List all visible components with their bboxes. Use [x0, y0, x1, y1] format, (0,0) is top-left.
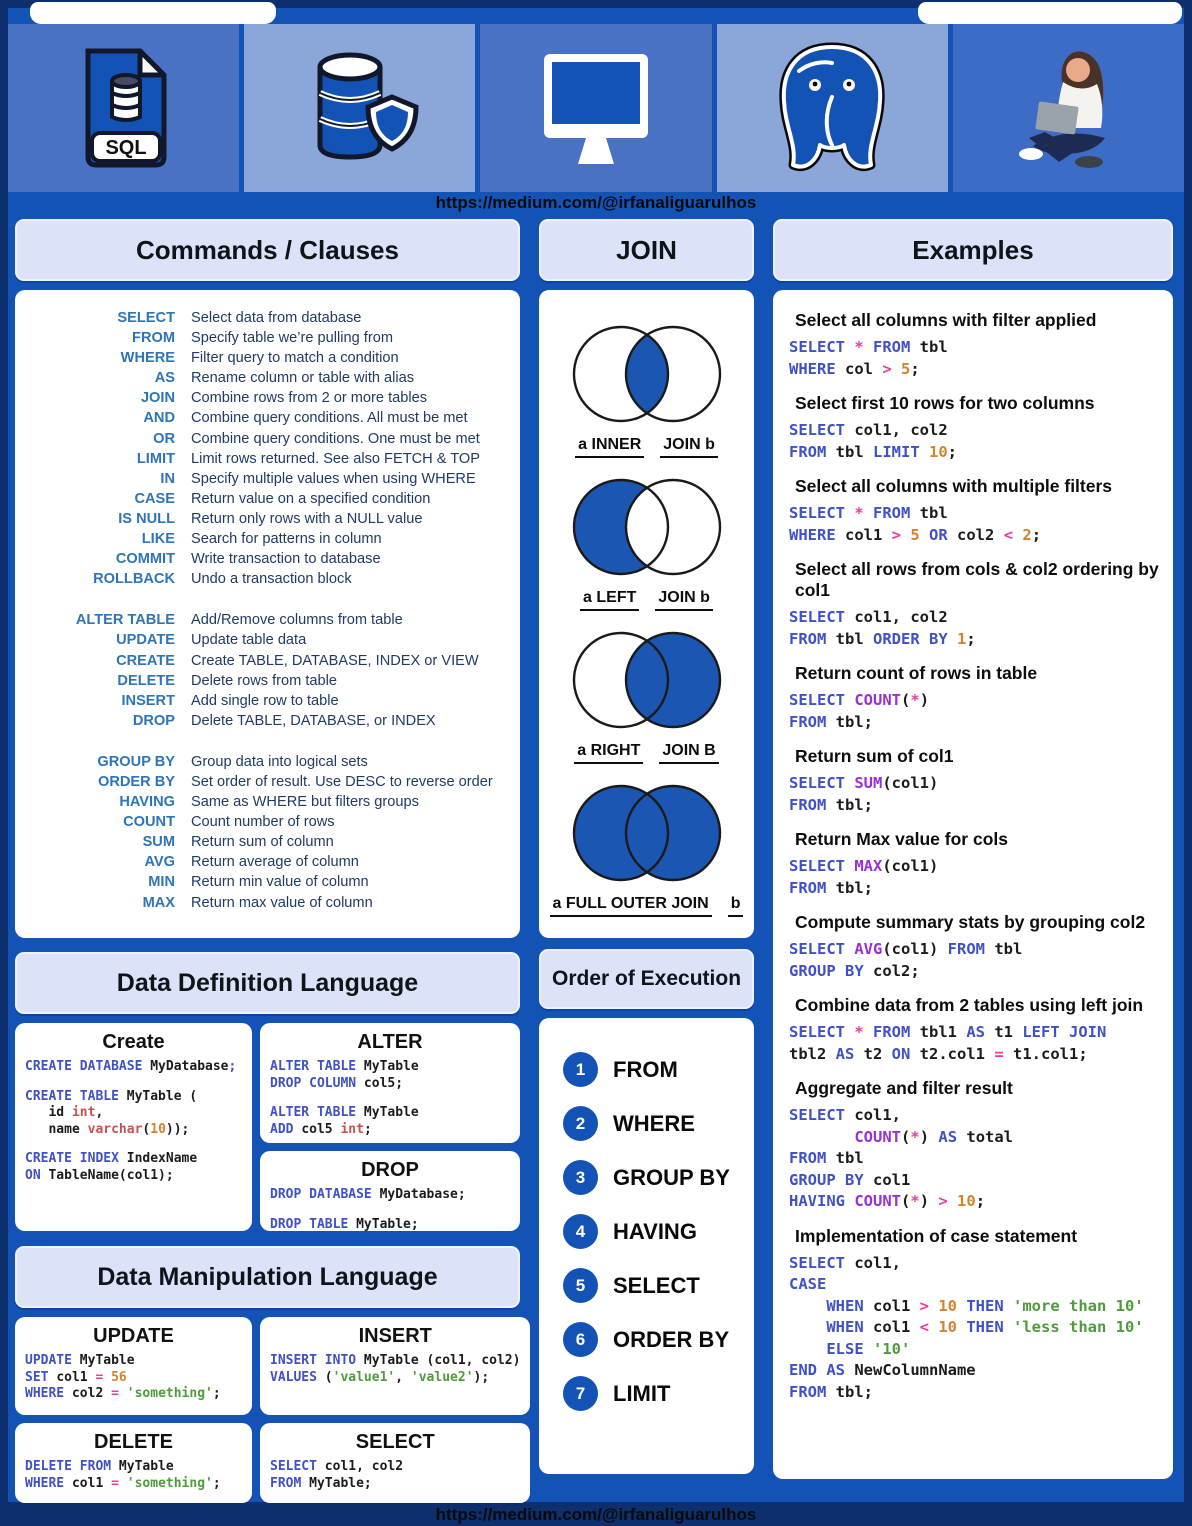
command-term: AS — [154, 370, 175, 387]
example-block — [789, 746, 1159, 816]
code-line: SELECT col1, — [789, 1106, 901, 1124]
example-code — [789, 420, 1159, 463]
command-description: Return min value of column — [191, 874, 369, 891]
command-description: Add single row to table — [191, 692, 339, 709]
command-term: UPDATE — [116, 632, 175, 649]
command-term: CREATE — [116, 652, 175, 669]
command-description: Combine query conditions. All must be met — [191, 410, 468, 427]
example-heading: Combine data from 2 tables using left join — [795, 995, 1144, 1015]
dml-header: Data Manipulation Language — [15, 1246, 520, 1308]
order-step-number: 2 — [563, 1106, 598, 1141]
order-step-label: WHERE — [613, 1110, 695, 1136]
dml-insert-card — [260, 1317, 530, 1415]
example-heading: Select all columns with filter applied — [795, 310, 1097, 330]
codebox-title: UPDATE — [93, 1325, 174, 1347]
command-term: LIKE — [141, 531, 175, 548]
example-heading: Select first 10 rows for two columns — [795, 393, 1095, 413]
code-line: VALUES ('value1', 'value2'); — [270, 1369, 490, 1385]
codebox-title: Create — [102, 1031, 165, 1053]
code-line: CREATE TABLE MyTable ( — [25, 1088, 198, 1104]
ddl-alter-card — [260, 1023, 520, 1143]
command-description: Limit rows returned. See also FETCH & TOP — [191, 450, 481, 467]
code-line: DELETE FROM MyTable — [25, 1459, 174, 1474]
example-block — [789, 1226, 1159, 1404]
example-block — [789, 829, 1159, 899]
venn-svg — [549, 622, 745, 740]
code-line: id int, — [25, 1105, 104, 1120]
command-term: AVG — [144, 854, 175, 871]
code-line: END AS NewColumnName — [789, 1361, 976, 1379]
command-description: Return max value of column — [191, 894, 373, 911]
command-description: Update table data — [191, 632, 307, 649]
ddl-create-card — [15, 1023, 252, 1231]
code-line: DROP TABLE MyTable; — [270, 1216, 419, 1232]
command-description: Set order of result. Use DESC to reverse order — [191, 773, 493, 790]
example-heading: Return Max value for cols — [795, 829, 1008, 849]
sql-file-icon — [74, 47, 174, 169]
order-step-number: 4 — [563, 1214, 598, 1249]
column-commands — [15, 219, 520, 1503]
ddl-drop-card — [260, 1151, 520, 1231]
ddl-grid — [15, 1023, 520, 1231]
code-line: SELECT col1, col2 — [789, 421, 948, 439]
venn-label-part: a FULL OUTER JOIN — [550, 895, 712, 917]
order-step-number: 7 — [563, 1376, 598, 1411]
example-block — [789, 995, 1159, 1065]
venn-diagram-inner — [539, 316, 754, 458]
example-heading: Return count of rows in table — [795, 663, 1038, 683]
code-line: SELECT * FROM tbl — [789, 504, 948, 522]
code-line: COUNT(*) AS total — [854, 1127, 1014, 1146]
venn-svg — [549, 316, 745, 434]
dml-select-card — [260, 1423, 530, 1503]
order-step — [563, 1052, 754, 1087]
order-step-number: 1 — [563, 1052, 598, 1087]
order-step-label: ORDER BY — [613, 1326, 730, 1352]
code-block — [25, 1151, 242, 1184]
order-step-label: FROM — [613, 1056, 678, 1082]
command-group — [27, 752, 508, 913]
command-term: JOIN — [140, 390, 175, 407]
code-line: FROM tbl; — [789, 795, 873, 814]
command-description: Return only rows with a NULL value — [191, 510, 423, 527]
dml-grid — [15, 1317, 520, 1503]
venn-label-part: b — [728, 895, 744, 917]
example-block — [789, 393, 1159, 463]
command-description: Select data from database — [191, 310, 362, 326]
venn-label-part: a RIGHT — [574, 742, 643, 764]
code-block — [25, 1353, 242, 1403]
order-card — [539, 1018, 754, 1474]
banner-tile-monitor — [480, 24, 711, 192]
command-group — [27, 610, 508, 731]
command-description: Create TABLE, DATABASE, INDEX or VIEW — [191, 652, 479, 669]
code-line: SELECT COUNT(*) — [789, 691, 930, 709]
code-line: SELECT * FROM tbl — [789, 338, 948, 356]
code-line: FROM tbl ORDER BY 1; — [789, 629, 976, 648]
command-term: COUNT — [123, 814, 175, 831]
code-line: WHERE col1 = 'something'; — [25, 1475, 221, 1491]
code-line: CASE — [789, 1275, 827, 1293]
svg-text:SQL: SQL — [105, 137, 147, 159]
command-term: ALTER TABLE — [75, 612, 175, 629]
code-line: ADD col5 int; — [270, 1121, 372, 1137]
venn-diagram-right — [539, 622, 754, 764]
code-line: ELSE '10' — [789, 1339, 911, 1358]
code-line: SELECT SUM(col1) — [789, 774, 939, 792]
command-term: ROLLBACK — [93, 571, 175, 588]
command-description: Rename column or table with alias — [191, 370, 415, 387]
command-term: MAX — [142, 894, 175, 911]
bottom-url: https://medium.com/@irfanaliguarulhos — [435, 1505, 757, 1524]
command-description: Write transaction to database — [191, 551, 381, 568]
venn-label-part: JOIN B — [659, 742, 718, 764]
code-line: FROM tbl; — [789, 712, 873, 731]
order-step-label: SELECT — [613, 1272, 700, 1298]
order-step — [563, 1214, 754, 1249]
code-line: CREATE DATABASE MyDatabase; — [25, 1059, 237, 1074]
codebox-title: DELETE — [94, 1431, 173, 1453]
code-line: CREATE INDEX IndexName — [25, 1151, 198, 1166]
command-description: Delete TABLE, DATABASE, or INDEX — [191, 712, 436, 729]
command-description: Return average of column — [191, 854, 359, 871]
code-line: GROUP BY col2; — [789, 961, 920, 980]
column-examples — [773, 219, 1173, 1479]
venn-diagram-full — [539, 775, 754, 917]
venn-label — [575, 436, 718, 458]
code-line: SELECT col1, col2 — [270, 1459, 404, 1474]
code-block — [270, 1187, 510, 1204]
code-line: DROP COLUMN col5; — [270, 1075, 404, 1091]
example-block — [789, 663, 1159, 733]
code-line: SELECT col1, — [789, 1253, 901, 1272]
command-description: Count number of rows — [191, 814, 335, 831]
ddl-header: Data Definition Language — [15, 952, 520, 1014]
example-block — [789, 559, 1159, 650]
join-header: JOIN — [539, 219, 754, 281]
code-line: name varchar(10)); — [25, 1121, 190, 1137]
code-line: HAVING COUNT(*) > 10; — [789, 1192, 986, 1210]
codebox-title: ALTER — [357, 1031, 423, 1053]
example-heading: Compute summary stats by grouping col2 — [795, 912, 1146, 932]
example-block — [789, 912, 1159, 982]
example-code — [789, 1022, 1159, 1065]
column-join-order — [539, 219, 754, 1474]
example-code — [789, 856, 1159, 899]
example-code — [789, 607, 1159, 650]
command-term: IN — [160, 470, 175, 487]
command-term: DROP — [132, 712, 175, 729]
top-left-pill — [30, 2, 276, 24]
command-description: Return sum of column — [191, 834, 334, 851]
code-line: SET col1 = 56 — [25, 1369, 127, 1385]
order-step-label: GROUP BY — [613, 1164, 730, 1190]
code-line: SELECT MAX(col1) — [789, 857, 939, 875]
code-line: FROM tbl — [789, 1149, 864, 1167]
code-line: INSERT INTO MyTable (col1, col2) — [270, 1353, 521, 1368]
database-shield-icon — [295, 45, 425, 171]
examples-card — [773, 290, 1173, 1479]
command-term: IS NULL — [118, 510, 175, 527]
example-code — [789, 503, 1159, 546]
venn-label-part: JOIN b — [660, 436, 718, 458]
commands-card — [15, 290, 520, 938]
banner-tile-database — [244, 24, 475, 192]
example-heading: Select all columns with multiple filters — [795, 476, 1113, 496]
order-step-number: 6 — [563, 1322, 598, 1357]
command-term: DELETE — [117, 672, 175, 689]
command-description: Same as WHERE but filters groups — [191, 794, 419, 811]
venn-svg — [549, 775, 745, 893]
join-card — [539, 290, 754, 938]
code-block — [270, 1459, 520, 1492]
example-block — [789, 476, 1159, 546]
code-line: FROM MyTable; — [270, 1475, 372, 1491]
example-code — [789, 1253, 1159, 1404]
command-group — [27, 308, 508, 589]
code-block — [270, 1217, 510, 1234]
command-term: ORDER BY — [97, 773, 175, 790]
example-code — [789, 939, 1159, 982]
command-description: Combine query conditions. One must be met — [191, 430, 480, 447]
banner-tile-postgresql — [717, 24, 948, 192]
code-line: FROM tbl; — [789, 1382, 873, 1401]
codebox-title: INSERT — [358, 1325, 432, 1347]
order-step — [563, 1106, 754, 1141]
command-term: LIMIT — [136, 450, 175, 467]
codebox-title: DROP — [361, 1159, 419, 1181]
command-description: Return value on a specified condition — [191, 490, 431, 507]
example-block — [789, 1078, 1159, 1213]
order-step-label: HAVING — [613, 1218, 697, 1244]
order-step-number: 3 — [563, 1160, 598, 1195]
order-step — [563, 1322, 754, 1357]
code-line: ALTER TABLE MyTable — [270, 1105, 419, 1120]
venn-svg — [549, 469, 745, 587]
code-line: GROUP BY col1 — [789, 1170, 911, 1189]
banner-tile-person — [953, 24, 1184, 192]
code-line: ON TableName(col1); — [25, 1167, 174, 1183]
command-term: MIN — [148, 874, 175, 891]
code-block — [270, 1059, 510, 1092]
command-term: OR — [153, 430, 175, 447]
examples-header: Examples — [773, 219, 1173, 281]
command-description: Undo a transaction block — [191, 571, 352, 588]
example-heading: Select all rows from cols & col2 ordering by col1 — [795, 559, 1159, 600]
command-term: WHERE — [120, 350, 175, 367]
venn-diagram-left — [539, 469, 754, 611]
venn-label-part: a INNER — [575, 436, 644, 458]
code-line: WHERE col1 > 5 OR col2 < 2; — [789, 525, 1042, 544]
example-code — [789, 1105, 1159, 1213]
command-term: FROM — [132, 330, 175, 347]
command-term: CASE — [134, 490, 175, 507]
command-term: COMMIT — [115, 551, 175, 568]
command-term: AND — [143, 410, 175, 427]
code-block — [25, 1459, 242, 1492]
code-line: WHEN col1 > 10 THEN 'more than 10' — [789, 1296, 1144, 1315]
venn-label — [574, 742, 718, 764]
banner — [8, 24, 1184, 192]
venn-label — [550, 895, 744, 917]
example-heading: Implementation of case statement — [795, 1225, 1078, 1246]
command-description: Specify multiple values when using WHERE — [191, 470, 476, 487]
person-laptop-icon — [993, 42, 1143, 174]
top-right-pill — [918, 2, 1182, 24]
command-term: SELECT — [117, 310, 175, 326]
monitor-icon — [526, 46, 666, 170]
order-step — [563, 1160, 754, 1195]
banner-tile-sql — [8, 24, 239, 192]
command-term: INSERT — [121, 692, 175, 709]
command-description: Delete rows from table — [191, 672, 337, 689]
postgresql-icon — [769, 41, 895, 175]
code-block — [270, 1105, 510, 1138]
code-line: WHERE col2 = 'something'; — [25, 1386, 221, 1401]
command-description: Specify table we’re pulling from — [191, 330, 393, 347]
code-line: WHERE col > 5; — [789, 359, 920, 378]
order-header: Order of Execution — [539, 949, 754, 1009]
example-block — [789, 310, 1159, 380]
venn-label-part: JOIN b — [655, 589, 713, 611]
order-step-label: LIMIT — [613, 1380, 671, 1406]
code-line: SELECT AVG(col1) FROM tbl — [789, 940, 1023, 958]
dml-update-card — [15, 1317, 252, 1415]
example-code — [789, 690, 1159, 733]
order-step — [563, 1268, 754, 1303]
code-line: SELECT col1, col2 — [789, 608, 948, 626]
code-line: UPDATE MyTable — [25, 1353, 135, 1368]
codebox-title: SELECT — [355, 1431, 435, 1453]
code-line: tbl2 AS t2 ON t2.col1 = t1.col1; — [789, 1044, 1088, 1063]
example-heading: Aggregate and filter result — [795, 1078, 1013, 1098]
command-description: Search for patterns in column — [191, 531, 382, 548]
top-url: https://medium.com/@irfanaliguarulhos — [435, 193, 757, 212]
order-step-number: 5 — [563, 1268, 598, 1303]
order-step — [563, 1376, 754, 1411]
code-line: WHEN col1 < 10 THEN 'less than 10' — [789, 1318, 1144, 1336]
command-term: HAVING — [119, 794, 175, 811]
example-code — [789, 337, 1159, 380]
command-description: Combine rows from 2 or more tables — [191, 390, 428, 407]
venn-label — [580, 589, 713, 611]
command-description: Filter query to match a condition — [191, 350, 399, 367]
commands-header: Commands / Clauses — [15, 219, 520, 281]
code-block — [25, 1059, 242, 1076]
code-line: DROP DATABASE MyDatabase; — [270, 1187, 466, 1202]
content — [8, 214, 1184, 1503]
code-block — [25, 1089, 242, 1139]
venn-label-part: a LEFT — [580, 589, 639, 611]
dml-delete-card — [15, 1423, 252, 1503]
example-code — [789, 773, 1159, 816]
example-heading: Return sum of col1 — [795, 746, 954, 766]
code-block — [270, 1353, 520, 1386]
command-description: Add/Remove columns from table — [191, 612, 403, 629]
code-line: FROM tbl LIMIT 10; — [789, 442, 958, 461]
code-line: SELECT * FROM tbl1 AS t1 LEFT JOIN — [789, 1023, 1107, 1041]
command-term: GROUP BY — [97, 753, 175, 770]
code-line: ALTER TABLE MyTable — [270, 1059, 419, 1074]
command-term: SUM — [142, 834, 175, 851]
code-line: FROM tbl; — [789, 878, 873, 897]
command-description: Group data into logical sets — [191, 753, 368, 770]
